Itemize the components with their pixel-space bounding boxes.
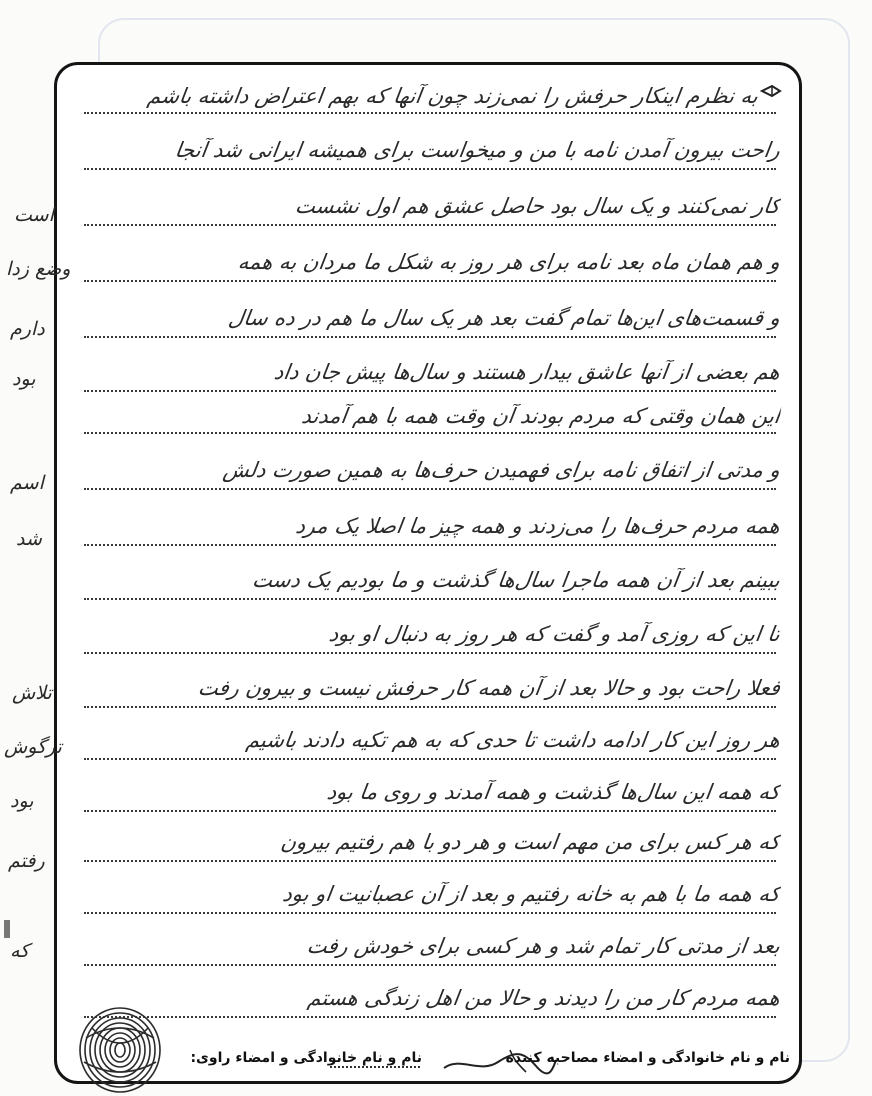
handwritten-line: به نظرم اینکار حرفش را نمی‌زند چون آنها که بهم اعتراض داشته باشم	[145, 84, 760, 108]
handwritten-line: کار نمی‌کنند و یک سال بود حاصل عشق هم اول نشست	[293, 194, 782, 218]
handwritten-line: فعلا راحت بود و حالا بعد از آن همه کار حرفش نیست و بیرون رفت	[196, 676, 782, 700]
margin-note: رفتم	[8, 850, 45, 872]
margin-note: شد	[16, 528, 42, 550]
dotted-line	[84, 598, 776, 600]
dotted-line	[84, 1016, 776, 1018]
dotted-line	[84, 652, 776, 654]
dotted-line	[84, 112, 776, 114]
dotted-line	[84, 860, 776, 862]
handwritten-line: همه مردم حرف‌ها را می‌زدند و همه چیز ما اصلا یک مرد	[294, 514, 782, 538]
handwritten-line: ببینم بعد از آن همه ماجرا سال‌ها گذشت و ما بودیم یک دست	[250, 568, 782, 592]
dotted-line	[84, 912, 776, 914]
handwritten-line: تا این که روزی آمد و گفت که هر روز به دنبال او بود	[327, 622, 782, 646]
margin-note: است	[14, 204, 54, 226]
handwritten-line: که هر کس برای من مهم است و هر دو با هم رفتیم بیرون	[279, 830, 782, 854]
signature-dotted-line	[330, 1066, 420, 1068]
handwritten-line: و مدتی از اتفاق نامه برای فهمیدن حرف‌ها به همین صورت دلش	[221, 458, 782, 482]
dotted-line	[84, 758, 776, 760]
handwritten-line: این همان وقتی که مردم بودند آن وقت همه با هم آمدند	[300, 404, 782, 428]
handwritten-line: هم بعضی از آنها عاشق بیدار هستند و سال‌ها پیش جان داد	[272, 360, 782, 384]
margin-note: اسم	[10, 472, 44, 494]
dotted-line	[84, 964, 776, 966]
handwritten-line: هر روز این کار ادامه داشت تا حدی که به هم تکیه دادند باشیم	[244, 728, 782, 752]
margin-note: ترگوش	[4, 736, 62, 758]
handwritten-line: راحت بیرون آمدن نامه با من و میخواست برای همیشه ایرانی شد آنجا	[173, 138, 782, 162]
handwritten-line: همه مردم کار من را دیدند و حالا من اهل زندگی هستم	[306, 986, 782, 1010]
margin-note: بود	[10, 790, 34, 812]
margin-note: که	[10, 940, 30, 962]
dotted-line	[84, 168, 776, 170]
handwritten-line: که همه ما با هم به خانه رفتیم و بعد از آن عصبانیت او بود	[281, 882, 782, 906]
handwritten-line: بعد از مدتی کار تمام شد و هر کسی برای خودش رفت	[305, 934, 782, 958]
dotted-line	[84, 706, 776, 708]
margin-note: وضع زدا	[6, 258, 71, 280]
margin-note: بود	[12, 368, 36, 390]
dotted-line	[84, 544, 776, 546]
handwritten-line: و هم همان ماه بعد نامه برای هر روز به شکل ما مردان به همه	[236, 250, 782, 274]
dotted-line	[84, 224, 776, 226]
handwritten-line: و قسمت‌های این‌ها تمام گفت بعد هر یک سال ما هم در ده سال	[226, 306, 782, 330]
footer-signature-row	[54, 1040, 802, 1080]
dotted-line	[84, 336, 776, 338]
margin-note: دارم	[10, 318, 45, 340]
dotted-line	[84, 488, 776, 490]
interviewer-signature-label: نام و نام خانوادگی و امضاء مصاحبه کننده	[505, 1050, 790, 1066]
handwritten-line: که همه این سال‌ها گذشت و همه آمدند و روی ما بود	[325, 780, 782, 804]
narrator-signature-label: نام و نام خانوادگی و امضاء راوی:	[190, 1050, 422, 1066]
dotted-line	[84, 280, 776, 282]
dotted-line	[84, 810, 776, 812]
scan-edge-mark	[4, 920, 10, 938]
dotted-line	[84, 432, 776, 434]
margin-note: تلاش	[12, 682, 52, 704]
dotted-line	[84, 390, 776, 392]
